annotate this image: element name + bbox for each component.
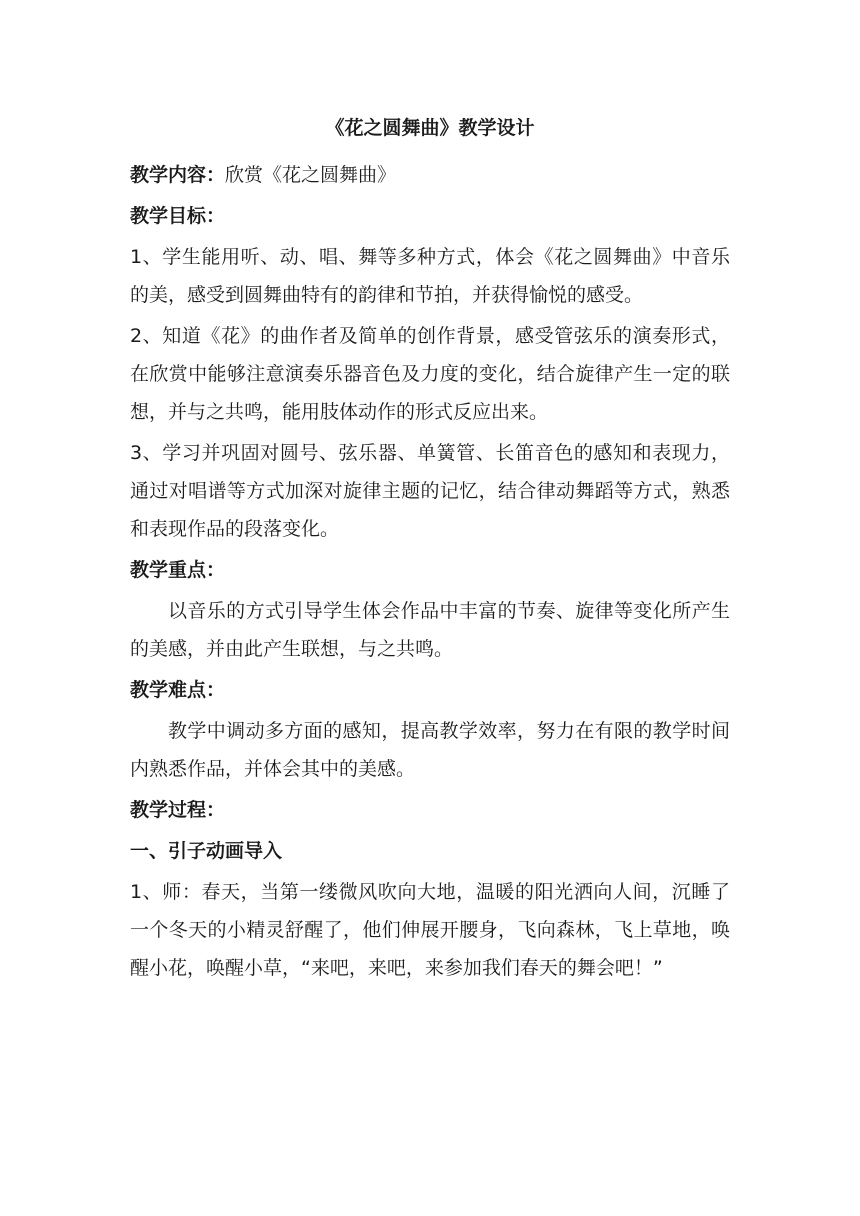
objective-item-2: 2、知道《花》的曲作者及简单的创作背景，感受管弦乐的演奏形式，在欣赏中能够注意演奏乐器音色及力度的变化，结合旋律产生一定的联想，并与之共鸣，能用肢体动作的形式反应出来。	[130, 325, 730, 423]
section-1-item-1: 1、师：春天，当第一缕微风吹向大地，温暖的阳光洒向人间，沉睡了一个冬天的小精灵舒醒了，他们伸展开腰身，飞向森林，飞上草地，唤醒小花，唤醒小草，“来吧，来吧，来参加我们春天的舞会吧！”	[130, 881, 730, 979]
teaching-content-value: 欣赏《花之圆舞曲》	[225, 164, 397, 186]
difficulties-text: 教学中调动多方面的感知，提高教学效率，努力在有限的教学时间内熟悉作品，并体会其中的美感。	[130, 720, 730, 780]
difficulties-heading: 教学难点：	[130, 679, 226, 701]
key-points-text: 以音乐的方式引导学生体会作品中丰富的节奏、旋律等变化所产生的美感，并由此产生联想，与之共鸣。	[130, 600, 730, 660]
document-title: 《花之圆舞曲》教学设计	[325, 117, 535, 139]
process-heading: 教学过程：	[130, 799, 226, 821]
objective-item-1: 1、学生能用听、动、唱、舞等多种方式，体会《花之圆舞曲》中音乐的美，感受到圆舞曲特有的韵律和节拍，并获得愉悦的感受。	[130, 246, 730, 306]
key-points-heading: 教学重点：	[130, 559, 226, 581]
section-1-heading: 一、引子动画导入	[130, 840, 283, 862]
objectives-heading: 教学目标：	[130, 205, 226, 227]
objective-item-3: 3、学习并巩固对圆号、弦乐器、单簧管、长笛音色的感知和表现力，通过对唱谱等方式加深对旋律主题的记忆，结合律动舞蹈等方式，熟悉和表现作品的段落变化。	[130, 442, 730, 540]
teaching-content-label: 教学内容：	[130, 164, 226, 186]
teaching-content-line	[130, 156, 730, 194]
